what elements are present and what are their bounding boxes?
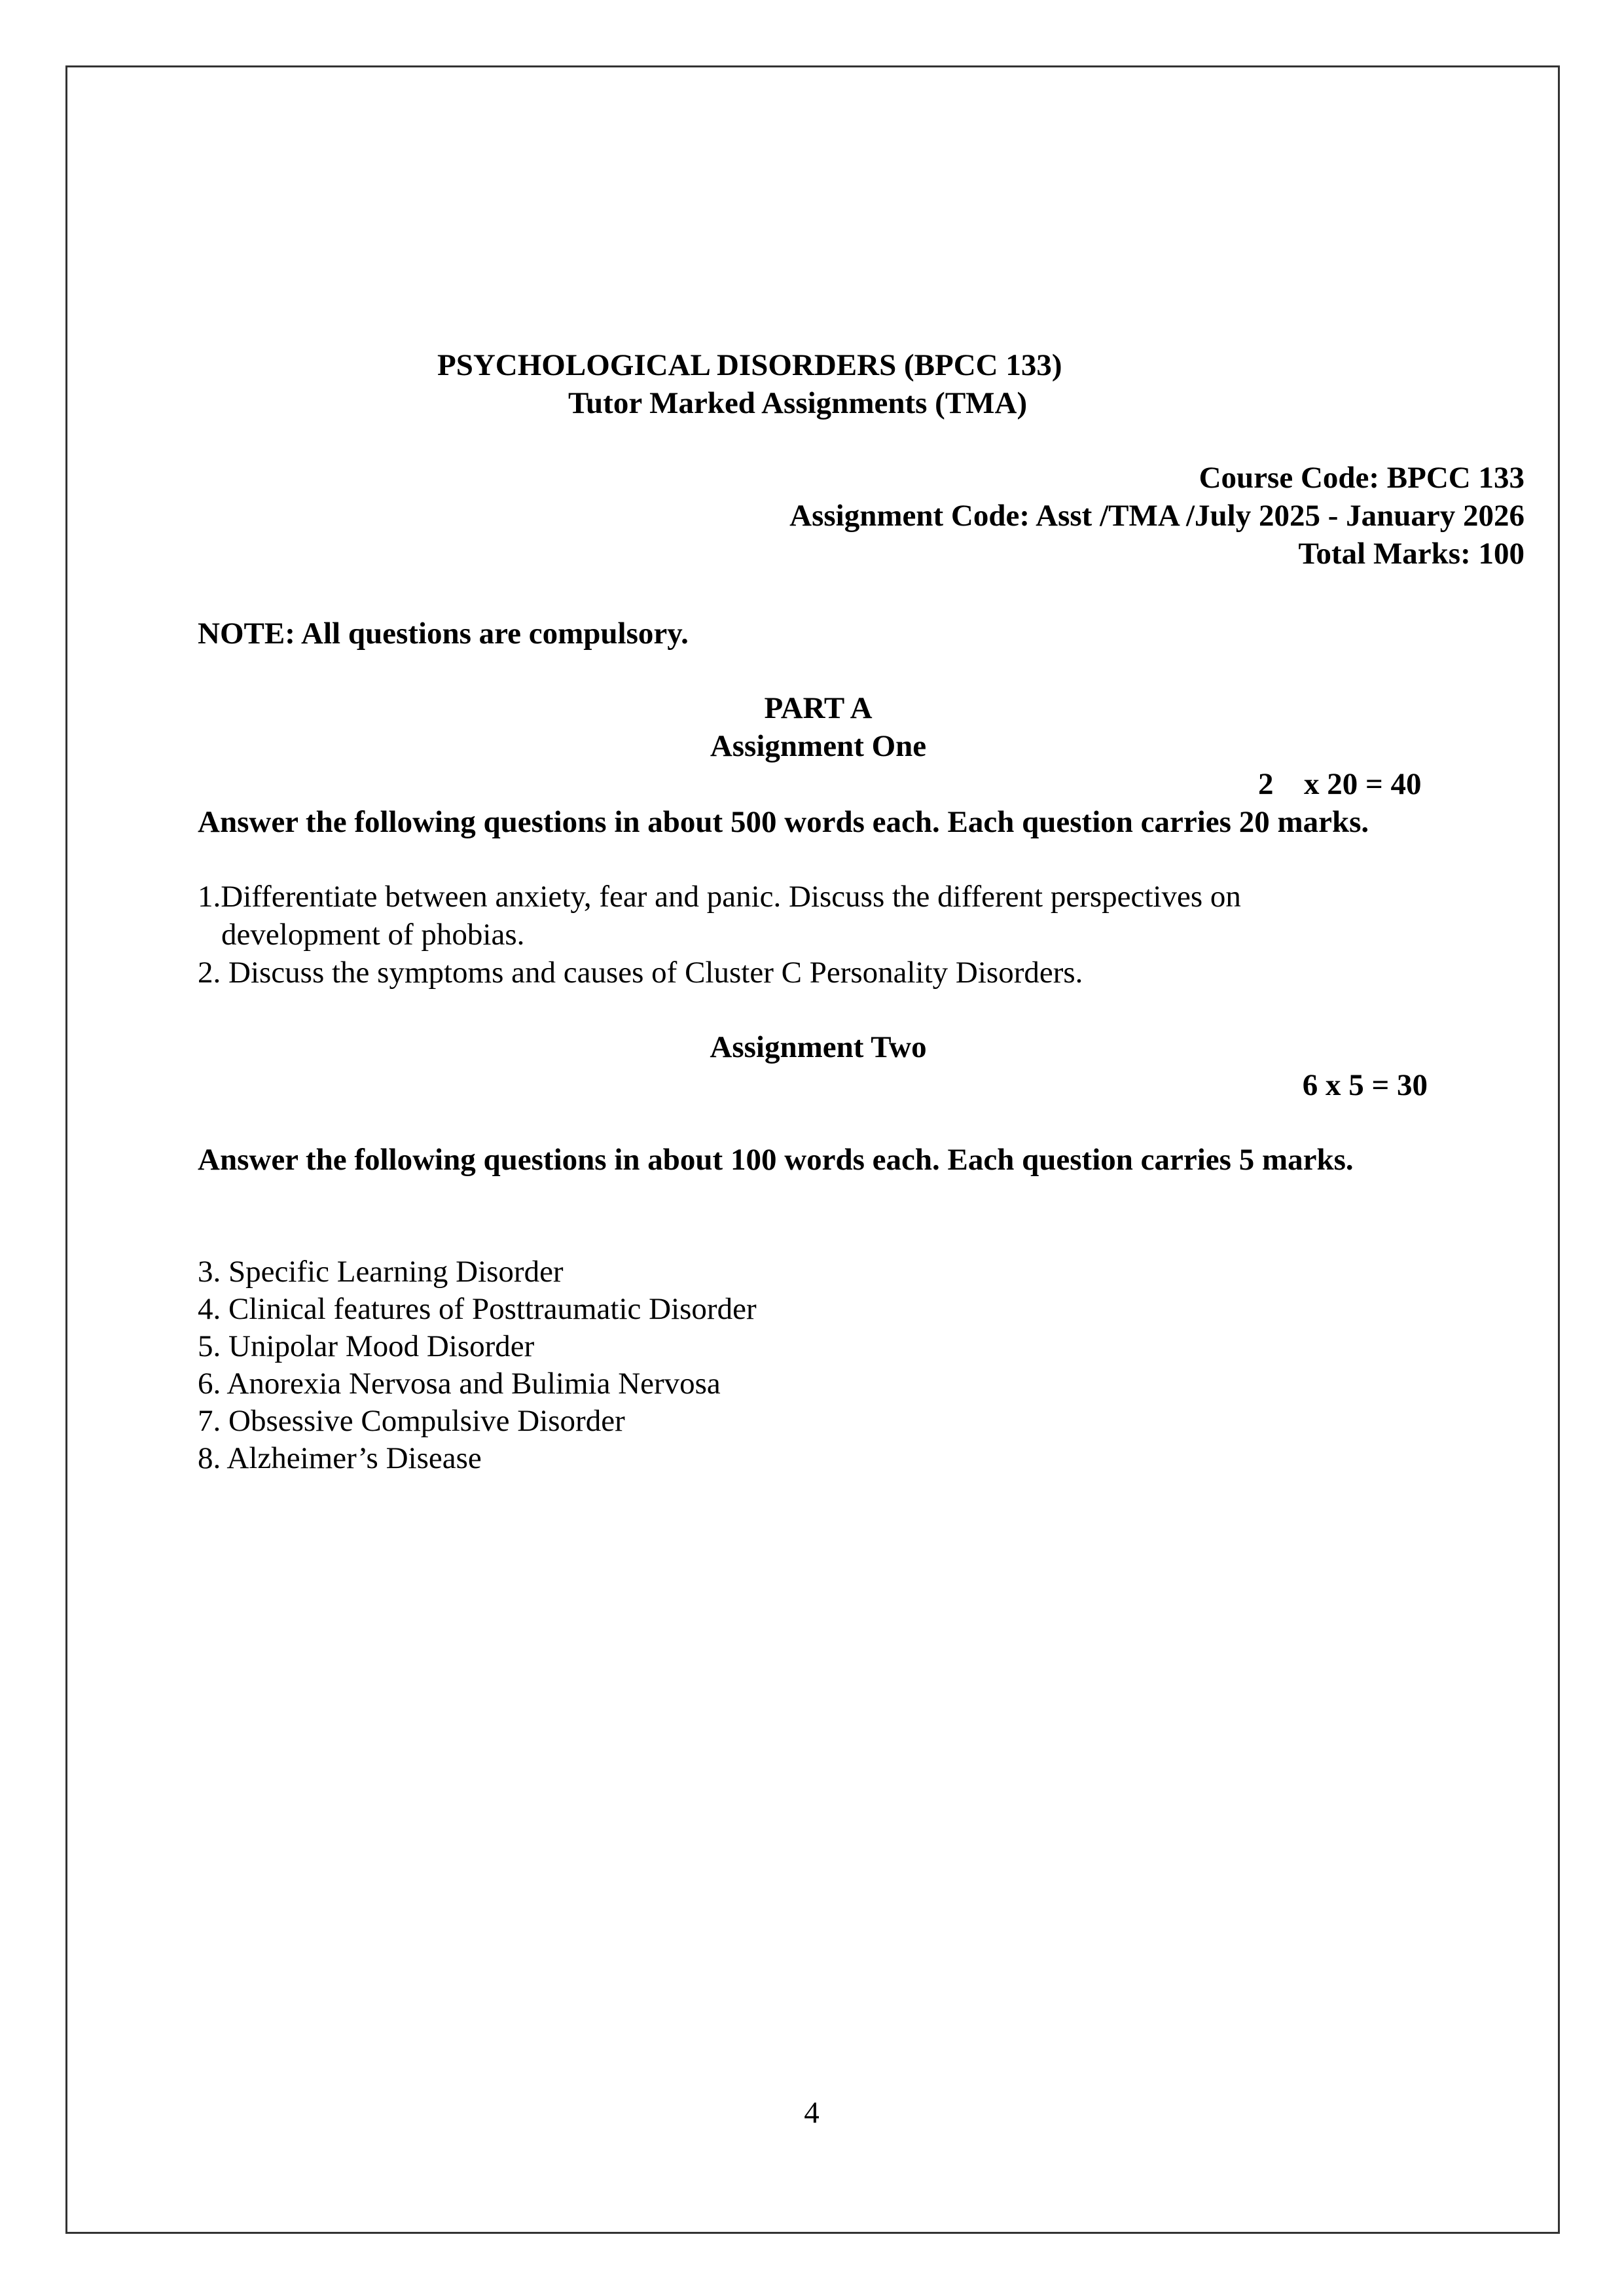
- document-subtitle: Tutor Marked Assignments (TMA): [568, 386, 1028, 420]
- assignment-two-marks: 6 x 5 = 30: [1302, 1068, 1428, 1102]
- assignment-one-marks-count: 2: [1258, 767, 1274, 801]
- course-code: Course Code: BPCC 133: [1199, 461, 1525, 495]
- assignment-one-heading: Assignment One: [710, 729, 927, 763]
- assignment-two-heading: Assignment Two: [710, 1030, 927, 1064]
- assignment-one-instruction: Answer the following questions in about 500 words each. Each question carries 20 marks.: [198, 805, 1369, 839]
- assignment-one-marks: x 20 = 40: [1304, 767, 1422, 801]
- question-6: 6. Anorexia Nervosa and Bulimia Nervosa: [198, 1367, 721, 1401]
- total-marks: Total Marks: 100: [1298, 537, 1525, 571]
- question-1-line-2: development of phobias.: [221, 918, 525, 952]
- assignment-two-instruction: Answer the following questions in about 100 words each. Each question carries 5 marks.: [198, 1143, 1354, 1177]
- question-8: 8. Alzheimer’s Disease: [198, 1441, 482, 1475]
- question-1-line-1: 1.Differentiate between anxiety, fear and panic. Discuss the different perspectives on: [198, 880, 1241, 914]
- question-3: 3. Specific Learning Disorder: [198, 1255, 564, 1289]
- part-a-heading: PART A: [764, 691, 873, 725]
- question-7: 7. Obsessive Compulsive Disorder: [198, 1404, 625, 1438]
- note: NOTE: All questions are compulsory.: [198, 617, 689, 651]
- page-number: 4: [804, 2096, 820, 2130]
- question-5: 5. Unipolar Mood Disorder: [198, 1329, 535, 1363]
- document-title: PSYCHOLOGICAL DISORDERS (BPCC 133): [437, 348, 1062, 382]
- question-4: 4. Clinical features of Posttraumatic Disorder: [198, 1292, 757, 1326]
- assignment-code: Assignment Code: Asst /TMA /July 2025 - January 2026: [789, 499, 1525, 533]
- question-2: 2. Discuss the symptoms and causes of Cluster C Personality Disorders.: [198, 956, 1083, 990]
